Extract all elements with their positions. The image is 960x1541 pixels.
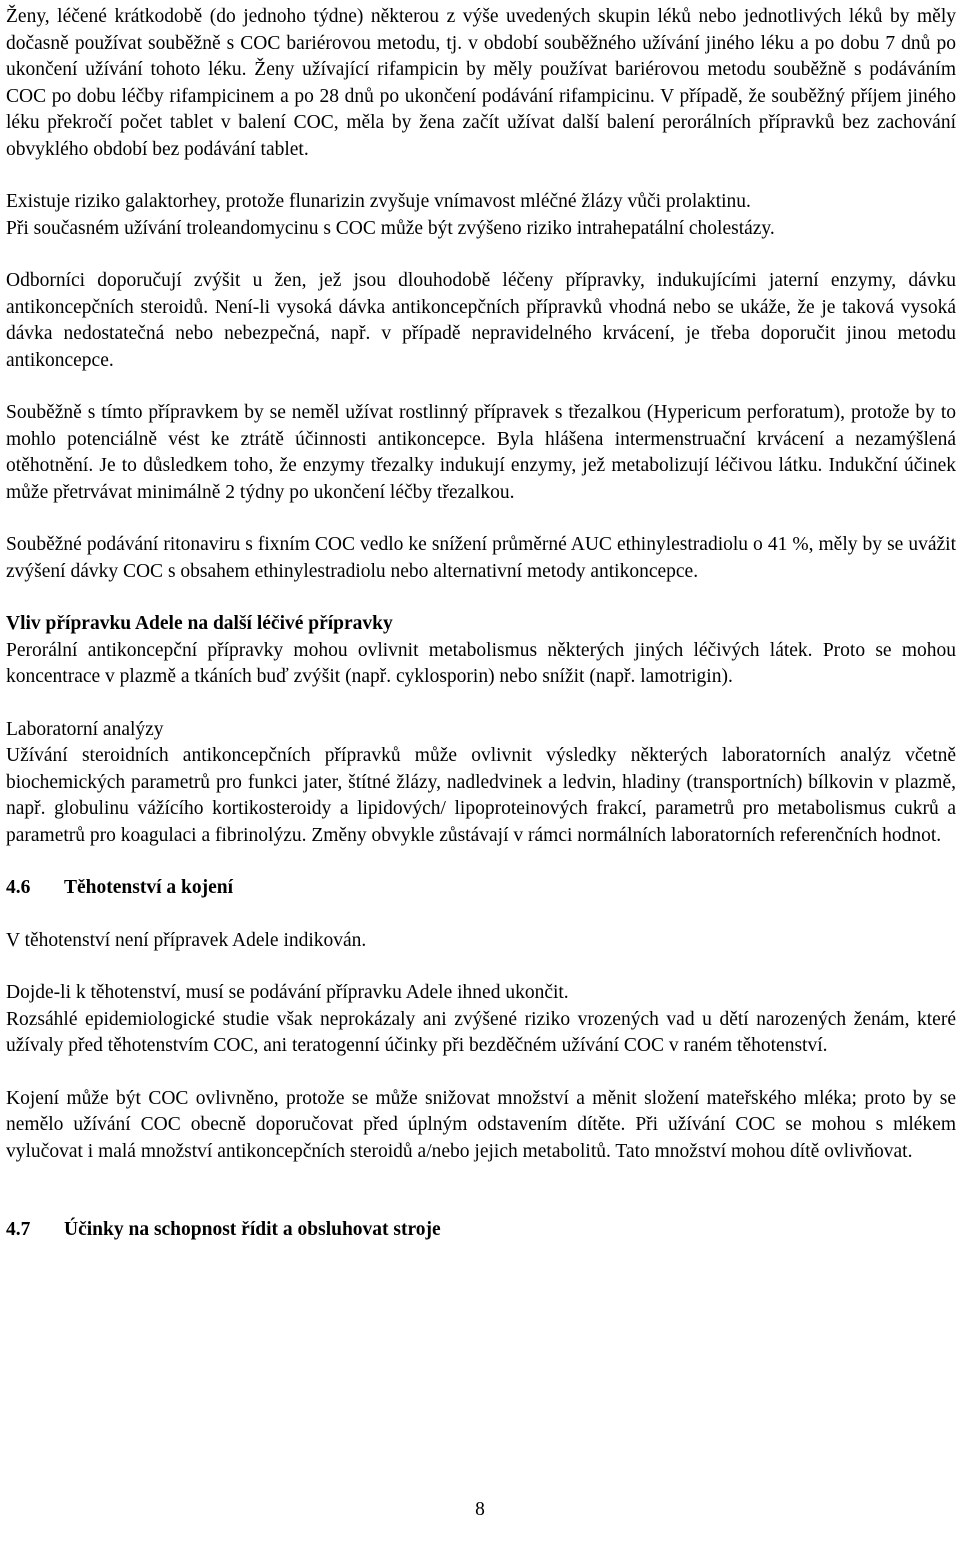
paragraph-pregnancy-indication: V těhotenství není přípravek Adele indikován. [6, 929, 367, 951]
paragraph-ritonavir: Souběžné podávání ritonaviru s fixním COC vedlo ke snížení průměrné AUC ethinylestradiolu o 41 %, měly by se uvážit zvýšení dávky COC s obsahem ethinylestradiolu nebo alternativní metody antikoncepce. [6, 534, 956, 582]
paragraph-epidemiology: Rozsáhlé epidemiologické studie však neprokázaly ani zvýšené riziko vrozených vad u dětí narozených ženám, které užívaly před těhotenstvím COC, ani teratogenní účinky při bezděčném užívání COC v raném těhotenství. [6, 1008, 956, 1056]
subheading-lab-analyses: Laboratorní analýzy [6, 718, 164, 740]
paragraph-breastfeeding: Kojení může být COC ovlivněno, protože se může snižovat množství a měnit složení mateřského mléka; proto by se nemělo užívání COC obecně doporučovat před úplným odstavením dítěte. Při užívání COC se mohou s mlékem vylučovat i malá množství antikoncepčních steroidů a/nebo jejich metabolitů. Tato množství mohou dítě ovlivňovat. [6, 1087, 956, 1162]
page-number: 8 [475, 1499, 485, 1520]
subheading-adele-influence: Vliv přípravku Adele na další léčivé přípravky [6, 613, 393, 634]
document-page [6, 4, 956, 1244]
paragraph-troleandomycin: Při současném užívání troleandomycinu s COC může být zvýšeno riziko intrahepatální cholestázy. [6, 217, 775, 239]
section-number: 4.7 [6, 1219, 31, 1240]
paragraph-short-term-treatment: Ženy, léčené krátkodobě (do jednoho týdne) některou z výše uvedených skupin léků nebo jednotlivých léků by měly dočasně používat souběžně s COC bariérovou metodu, tj. v období souběžného užívání jiného léku a po dobu 7 dnů po ukončení užívání tohoto léku. Ženy užívající rifampicin by měly používat bariérovou metodu souběžně s podáváním COC po dobu léčby rifampicinem a po 28 dnů po ukončení podávání rifampicinu. V případě, že souběžný příjem jiného léku překročí počet tablet v balení COC, měla by žena začít užívat další balení perorálních přípravků bez zachování obvyklého období bez podávání tablet. [6, 6, 956, 160]
section-title: Těhotenství a kojení [64, 877, 234, 898]
paragraph-metabolism: Perorální antikoncepční přípravky mohou ovlivnit metabolismus některých jiných léčivých látek. Proto se mohou koncentrace v plazmě a tkáních buď zvýšit (např. cyklosporin) nebo snížit (např. lamotrigin). [6, 639, 956, 687]
paragraph-lab-analyses: Užívání steroidních antikoncepčních přípravků může ovlivnit výsledky některých laboratorních analýz včetně biochemických parametrů pro funkci jater, štítné žlázy, nadledvinek a ledvin, hladiny (transportních) bílkovin v plazmě, např. globulinu vážícího kortikosteroidy a lipidových/ lipoproteinových frakcí, parametrů pro metabolismus cukrů a parametrů pro koagulaci a fibrinolýzu. Změny obvykle zůstávají v rámci normálních laboratorních referenčních hodnot. [6, 745, 956, 846]
paragraph-pregnancy-stop: Dojde-li k těhotenství, musí se podávání přípravku Adele ihned ukončit. [6, 982, 569, 1003]
paragraph-st-johns-wort: Souběžně s tímto přípravkem by se neměl užívat rostlinný přípravek s třezalkou (Hypericum perforatum), protože by to mohlo potenciálně vést ke ztrátě účinnosti antikoncepce. Byla hlášena intermenstruační krvácení a nezamýšlená otěhotnění. Je to důsledkem toho, že enzymy třezalky indukují enzymy, jež metabolizují léčivou látku. Indukční účinek může přetrvávat minimálně 2 týdny po ukončení léčby třezalkou. [6, 402, 956, 503]
section-heading-4-6 [6, 875, 956, 902]
section-number: 4.6 [6, 877, 31, 898]
section-heading-4-7 [6, 1217, 956, 1244]
section-title: Účinky na schopnost řídit a obsluhovat stroje [64, 1219, 441, 1240]
paragraph-flunarizin: Existuje riziko galaktorhey, protože flunarizin zvyšuje vnímavost mléčné žlázy vůči prolaktinu. [6, 191, 751, 212]
paragraph-enzyme-inducers: Odborníci doporučují zvýšit u žen, jež jsou dlouhodobě léčeny přípravky, indukujícími jaterní enzymy, dávku antikoncepčních steroidů. Není-li vysoká dávka antikoncepčních přípravků vhodná nebo se ukáže, že je taková vysoká dávka nedostatečná nebo nebezpečná, např. v případě nepravidelného krvácení, je třeba doporučit jinou metodu antikoncepce. [6, 270, 956, 371]
